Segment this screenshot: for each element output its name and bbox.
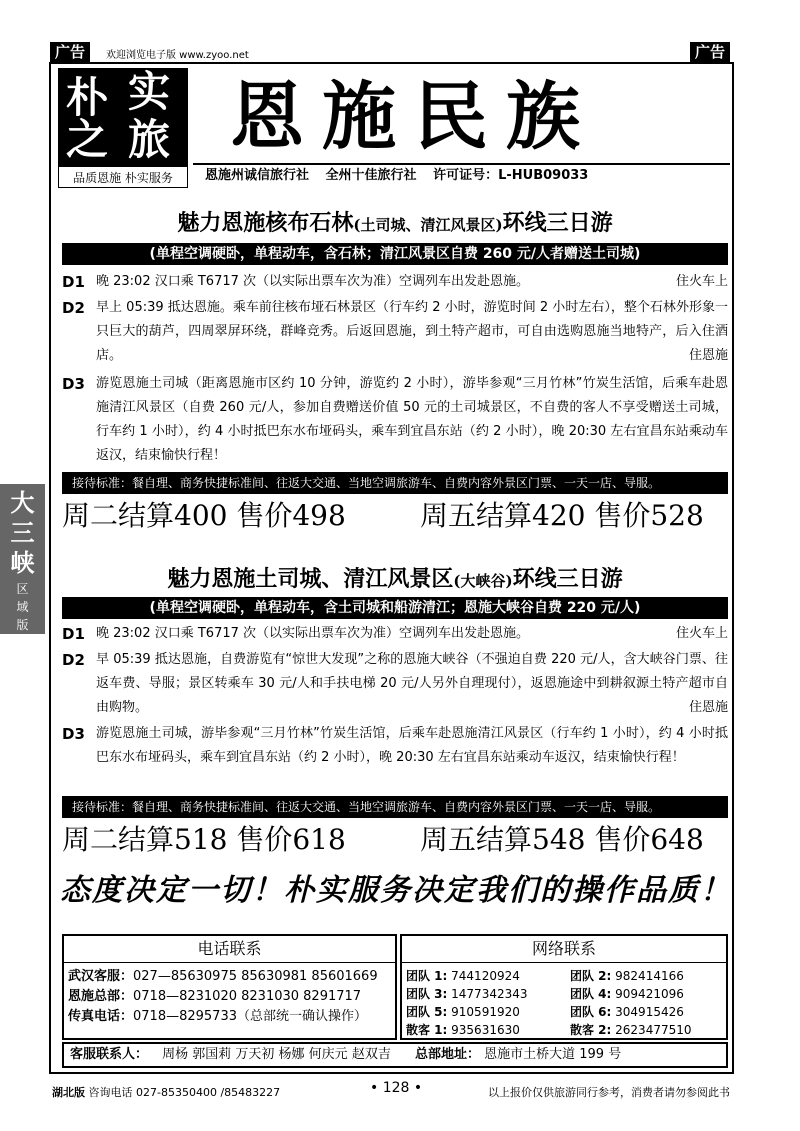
page-title: 恩施民族 xyxy=(230,74,598,160)
qq-value: 935631630 xyxy=(451,1023,520,1037)
phone-label: 武汉客服： xyxy=(68,969,134,984)
hq-address: 恩施市土桥大道 199 号 xyxy=(484,1047,622,1062)
ad-label-left: 广告 xyxy=(50,42,90,62)
qq-label: 团队 5: xyxy=(406,1005,448,1019)
qq-value: 2623477510 xyxy=(615,1023,692,1037)
logo-char: 实 xyxy=(128,67,171,116)
qq-item xyxy=(406,967,566,985)
day-label: D3 xyxy=(62,375,85,393)
tour2-service-standard: 接待标准：餐自理、商务快捷标准间、往返大交通、当地空调旅游车、自费内容外景区门票、一天一店、导服。 xyxy=(62,796,728,818)
agency-bar xyxy=(193,163,730,187)
footer-left xyxy=(52,1084,280,1100)
qq-value: 909421096 xyxy=(615,987,684,1001)
tour2-title xyxy=(60,564,730,596)
side-tab-char: 域 xyxy=(16,600,29,614)
network-contact-title: 网络联系 xyxy=(402,936,726,963)
tour1-day1 xyxy=(62,270,728,294)
tour1-day2 xyxy=(62,296,728,368)
day-stay: 住火车上 xyxy=(675,274,728,289)
qq-label: 团队 1: xyxy=(406,969,448,983)
tour2-title-end: 环线三日游 xyxy=(512,566,623,592)
tour1-price-tuesday: 周二结算400 售价498 xyxy=(62,499,346,532)
phone-label: 恩施总部： xyxy=(68,989,134,1004)
tour2-day3 xyxy=(62,722,728,770)
hq-label: 总部地址： xyxy=(414,1047,480,1062)
qq-value: 304915426 xyxy=(615,1005,684,1019)
day-text: 晚 23:02 汉口乘 T6717 次（以实际出票车次为准）空调列车出发赴恩施。 xyxy=(96,274,530,289)
contacts-label: 客服联系人： xyxy=(70,1047,149,1062)
side-tab-char: 峡 xyxy=(10,548,35,577)
tour2-day2 xyxy=(62,648,728,720)
phone-label: 传真电话： xyxy=(68,1009,134,1024)
tour2-price-tuesday: 周二结算518 售价618 xyxy=(62,823,346,856)
side-tab-char: 区 xyxy=(16,582,29,596)
qq-value: 910591920 xyxy=(451,1005,520,1019)
tour2-day1 xyxy=(62,622,728,646)
brand-logo xyxy=(58,68,188,188)
tour2-title-main: 魅力恩施土司城、清江风景区 xyxy=(167,566,454,592)
day-label: D2 xyxy=(62,299,85,317)
day-stay: 住恩施 xyxy=(688,700,728,715)
qq-label: 团队 4: xyxy=(570,987,612,1001)
phone-value: 0718—8295733（总部统一确认操作） xyxy=(133,1009,367,1024)
qq-value: 1477342343 xyxy=(451,987,528,1001)
qq-label: 团队 6: xyxy=(570,1005,612,1019)
page-number: • 128 • xyxy=(370,1080,423,1096)
qq-value: 982414166 xyxy=(615,969,684,983)
qq-item xyxy=(570,1003,726,1021)
tour1-summary-bar: (单程空调硬卧，单程动车，含石林；清江风景区自费 260 元/人者赠送土司城) xyxy=(62,243,728,265)
tour2-price-friday: 周五结算548 售价648 xyxy=(420,823,704,856)
phone-line-enshi xyxy=(68,987,395,1007)
tour1-title-sub: (土司城、清江风景区) xyxy=(353,216,503,234)
ad-label-right: 广告 xyxy=(690,42,730,62)
tour1-title-main: 魅力恩施核布石林 xyxy=(177,210,354,236)
qq-label: 团队 3: xyxy=(406,987,448,1001)
qq-label: 散客 1: xyxy=(406,1023,448,1037)
qq-label: 团队 2: xyxy=(570,969,612,983)
logo-char: 朴 xyxy=(66,73,109,122)
qq-item xyxy=(406,1003,566,1021)
qq-value: 744120924 xyxy=(451,969,520,983)
day-label: D1 xyxy=(62,273,85,291)
qq-item xyxy=(406,985,566,1003)
license-number: 许可证号：L-HUB09033 xyxy=(433,168,589,183)
agency-name: 恩施州诚信旅行社 xyxy=(205,168,310,183)
day-label: D3 xyxy=(62,725,85,743)
day-text: 游览恩施土司城，游毕参观“三月竹林”竹炭生活馆，后乘车赴恩施清江风景区（行车约 1 小时），约 4 小时抵巴东水布垭码头，乘车到宜昌东站（约 2 小时），晚 20:30 左右宜昌东站乘动车返汉，结束愉快行程！ xyxy=(96,726,728,765)
website-text: 欢迎浏览电子版 www.zyoo.net xyxy=(106,50,249,61)
qq-item xyxy=(406,1021,566,1039)
phone-contact-title: 电话联系 xyxy=(64,936,395,963)
qq-item xyxy=(570,1021,726,1039)
side-tab-char: 三 xyxy=(10,518,35,547)
service-slogan: 态度决定一切！朴实服务决定我们的操作品质！ xyxy=(60,873,732,908)
qq-item xyxy=(570,985,726,1003)
side-tab-char: 大 xyxy=(10,488,35,517)
logo-slogan: 品质恩施 朴实服务 xyxy=(58,166,188,188)
edition-side-tab xyxy=(0,484,45,634)
day-text: 早 05:39 抵达恩施，自费游览有“惊世大发现”之称的恩施大峡谷（不强迫自费 220 元/人，含大峡谷门票、往返车费、导服；景区转乘车 30 元/人和手扶电梯 20 元/人另外自理现付），返恩施途中到耕叙源土特产超市自由购物。 xyxy=(96,652,728,715)
day-text: 晚 23:02 汉口乘 T6717 次（以实际出票车次为准）空调列车出发赴恩施。 xyxy=(96,626,530,641)
day-label: D1 xyxy=(62,625,85,643)
footer-phone: 咨询电话 027-85350400 /85483227 xyxy=(88,1086,281,1099)
contacts-bar xyxy=(62,1042,728,1068)
phone-contact-box xyxy=(62,934,397,1040)
contacts-names: 周杨 郭国莉 万天初 杨娜 何庆元 赵双吉 xyxy=(162,1047,391,1062)
footer-note: 以上报价仅供旅游同行参考，消费者请勿参阅此书 xyxy=(488,1086,730,1099)
network-contact-box xyxy=(400,934,728,1040)
tour2-summary-bar: (单程空调硬卧，单程动车，含土司城和船游清江；恩施大峡谷自费 220 元/人) xyxy=(62,597,728,619)
side-tab-char: 版 xyxy=(16,618,29,632)
logo-char: 旅 xyxy=(128,115,171,164)
day-text: 游览恩施土司城（距离恩施市区约 10 分钟，游览约 2 小时），游毕参观“三月竹林”竹炭生活馆，后乘车赴恩施清江风景区（自费 260 元/人，参加自费赠送价值 50 元的土司城景区，不自费的客人不享受赠送土司城，行车约 1 小时），约 4 小时抵巴东水布垭码头，乘车到宜昌东站（约 2 小时），晚 20:30 左右宜昌东站乘动车返汉，结束愉快行程！ xyxy=(96,376,728,463)
qq-label: 散客 2: xyxy=(570,1023,612,1037)
tour1-title-end: 环线三日游 xyxy=(502,210,613,236)
phone-line-wuhan xyxy=(68,967,395,987)
day-text: 早上 05:39 抵达恩施。乘车前往核布垭石林景区（行车约 2 小时，游览时间 2 小时左右），整个石林外形象一只巨大的葫芦，四周翠屏环绕，群峰竞秀。后返回恩施，到土特产超市，可自由选购恩施当地特产，后入住酒店。 xyxy=(96,300,728,363)
day-label: D2 xyxy=(62,651,85,669)
agency-award: 全州十佳旅行社 xyxy=(325,168,417,183)
day-stay: 住恩施 xyxy=(688,348,728,363)
qq-item xyxy=(570,967,726,985)
phone-value: 0718—8231020 8231030 8291717 xyxy=(133,989,362,1004)
phone-value: 027—85630975 85630981 85601669 xyxy=(133,969,378,984)
tour1-title xyxy=(60,208,730,240)
day-stay: 住火车上 xyxy=(675,626,728,641)
footer-edition: 湖北版 xyxy=(52,1086,85,1099)
logo-char: 之 xyxy=(66,115,109,164)
tour2-title-sub: (大峡谷) xyxy=(453,572,513,590)
tour1-day3 xyxy=(62,372,728,468)
phone-line-fax xyxy=(68,1007,395,1027)
tour1-service-standard: 接待标准：餐自理、商务快捷标准间、往返大交通、当地空调旅游车、自费内容外景区门票、一天一店、导服。 xyxy=(62,472,728,494)
tour1-price-friday: 周五结算420 售价528 xyxy=(420,499,704,532)
